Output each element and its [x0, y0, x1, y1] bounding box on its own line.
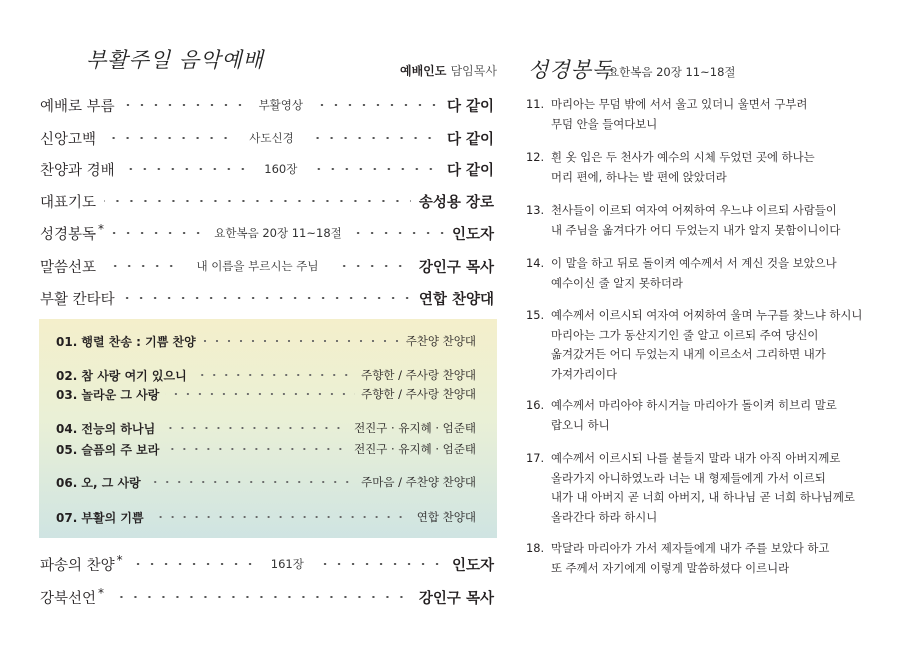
- order-item-sending-hymn: [40, 552, 494, 576]
- cantata-item: [56, 366, 476, 384]
- dot-leader: [202, 340, 400, 342]
- cantata-performer: 주향한 / 주사랑 찬양대: [361, 387, 476, 401]
- verse-number: 11.: [526, 97, 545, 111]
- standing-mark: *: [116, 553, 123, 568]
- verse-text: 흰 옷 입은 두 천사가 예수의 시체 두었던 곳에 하나는 머리 편에, 하나는 발 편에 앉았더라: [551, 150, 815, 184]
- verse-number: 13.: [526, 203, 545, 217]
- order-item-prayer: [40, 189, 494, 213]
- cantata-performer: 전진구 · 유지혜 · 엄준태: [354, 442, 476, 456]
- dot-leader: [308, 137, 439, 139]
- verse-number: 14.: [526, 256, 545, 270]
- cantata-title: 03. 놀라운 그 사랑: [56, 387, 160, 402]
- verse-11: [526, 95, 871, 134]
- verse-13: [526, 201, 871, 240]
- order-item-leader: 강인구 목사: [418, 259, 494, 276]
- order-item-detail: 내 이름을 부르시는 주님: [196, 259, 319, 273]
- leader-name: 담임목사: [450, 64, 497, 78]
- order-item-sermon: [40, 254, 494, 278]
- verse-text: 예수께서 마리아야 하시거늘 마리아가 돌이켜 히브리 말로 랍오니 하니: [551, 398, 837, 432]
- dot-leader: [147, 481, 355, 483]
- standing-mark: *: [98, 586, 105, 601]
- order-item-name: 찬양과 경배: [40, 162, 115, 179]
- verse-text: 막달라 마리아가 가서 제자들에게 내가 주를 보았다 하고 또 주께서 자기에게 이렇게 말씀하셨다 이르니라: [551, 541, 830, 575]
- order-item-detail: 사도신경: [249, 131, 294, 145]
- verse-text: 예수께서 이르시되 나를 붙들지 말라 내가 아직 아버지께로 올라가지 아니하였노라 너는 내 형제들에게 가서 이르되 내가 내 아버지 곧 너희 아버지, 내 하나님 곧 너희 하나님께로 올라간다 하라 하시니: [551, 451, 855, 524]
- dot-leader: [161, 427, 348, 429]
- verse-number: 12.: [526, 150, 545, 164]
- dot-leader: [112, 596, 411, 598]
- cantata-title: 04. 전능의 하나님: [56, 421, 156, 436]
- order-item-name: 파송의 찬양 *: [40, 553, 123, 574]
- order-item-leader: 다 같이: [446, 131, 495, 148]
- order-item-leader: 다 같이: [446, 162, 495, 179]
- order-item-leader: 인도자: [451, 226, 494, 243]
- order-item-leader: 인도자: [451, 557, 494, 574]
- order-item-leader: 연합 찬양대: [418, 291, 494, 308]
- standing-mark: *: [98, 222, 105, 237]
- scripture-title: 성경봉독: [528, 58, 614, 82]
- cantata-title: 01. 행렬 찬송 : 기쁨 찬양: [56, 334, 196, 349]
- verse-text: 마리아는 무덤 밖에 서서 울고 있더니 울면서 구부려 무덤 안을 들여다보니: [551, 97, 808, 131]
- order-item-detail: 요한복음 20장 11~18절: [214, 226, 342, 240]
- dot-leader: [311, 168, 439, 170]
- cantata-performer: 주찬양 찬양대: [405, 334, 476, 348]
- order-item-name: 성경봉독 *: [40, 222, 105, 243]
- dot-leader: [123, 104, 245, 106]
- dot-leader: [104, 265, 182, 267]
- dot-leader: [104, 200, 411, 202]
- cantata-item: [56, 473, 476, 491]
- order-item-cantata: [40, 286, 494, 310]
- order-item-name: 대표기도: [40, 194, 97, 211]
- order-item-name: 신앙고백: [40, 131, 97, 148]
- service-title: 부활주일 음악예배: [86, 48, 264, 72]
- dot-leader: [104, 137, 235, 139]
- verse-12: [526, 148, 871, 187]
- order-item-detail: 161장: [270, 557, 304, 571]
- dot-leader: [131, 563, 257, 565]
- cantata-item: [56, 419, 476, 437]
- dot-leader: [123, 168, 251, 170]
- verse-text: 천사들이 이르되 여자여 어찌하여 우느냐 이르되 사람들이 내 주님을 옮겨다가 어디 두었는지 내가 알지 못함이니이다: [551, 203, 841, 237]
- dot-leader: [333, 265, 411, 267]
- cantata-item: [56, 385, 476, 403]
- order-item-detail: 160장: [264, 162, 298, 176]
- cantata-performer: 주마음 / 주찬양 찬양대: [361, 475, 476, 489]
- verse-16: [526, 396, 871, 435]
- verse-number: 16.: [526, 398, 545, 412]
- verse-number: 18.: [526, 541, 545, 555]
- dot-leader: [318, 563, 444, 565]
- cantata-title: 02. 참 사랑 여기 있으니: [56, 368, 187, 383]
- order-item-call-to-worship: [40, 93, 494, 117]
- order-item-name: 예배로 부름: [40, 98, 115, 115]
- order-item-name: 강북선언 *: [40, 586, 105, 607]
- order-item-praise: [40, 157, 494, 181]
- dot-leader: [112, 232, 200, 234]
- dot-leader: [193, 374, 355, 376]
- cantata-performer: 전진구 · 유지혜 · 엄준태: [354, 421, 476, 435]
- verse-number: 15.: [526, 308, 545, 322]
- order-item-name: 부활 칸타타: [40, 291, 115, 308]
- order-item-leader: 다 같이: [446, 98, 495, 115]
- cantata-item: [56, 332, 476, 350]
- verse-15: [526, 306, 871, 384]
- cantata-item: [56, 508, 476, 526]
- verse-14: [526, 254, 871, 293]
- order-item-leader: 강인구 목사: [418, 590, 494, 607]
- dot-leader: [356, 232, 444, 234]
- cantata-title: 06. 오, 그 사랑: [56, 475, 141, 490]
- leader-label: 예배인도: [400, 64, 447, 78]
- order-item-declaration: [40, 585, 494, 609]
- cantata-performer: 연합 찬양대: [416, 510, 476, 524]
- dot-leader: [123, 297, 411, 299]
- order-item-scripture: [40, 221, 494, 245]
- dot-leader: [165, 448, 348, 450]
- verse-text: 예수께서 이르시되 여자여 어찌하여 울며 누구를 찾느냐 하시니 마리아는 그가 동산지기인 줄 알고 이르되 주여 당신이 옮겨갔거든 어디 두었는지 내게 이르소서 그리하면 내가 가져가리이다: [551, 308, 863, 381]
- cantata-performer: 주향한 / 주사랑 찬양대: [361, 368, 476, 382]
- verse-17: [526, 449, 871, 527]
- verse-text: 이 말을 하고 뒤로 돌이켜 예수께서 서 계신 것을 보았으나 예수이신 줄 알지 못하더라: [551, 256, 837, 290]
- service-leader: [400, 62, 497, 79]
- dot-leader: [165, 393, 355, 395]
- dot-leader: [150, 516, 411, 518]
- order-item-name: 말씀선포: [40, 259, 97, 276]
- cantata-title: 07. 부활의 기쁨: [56, 510, 144, 525]
- scripture-reference: 요한복음 20장 11~18절: [608, 65, 736, 79]
- cantata-title: 05. 슬픔의 주 보라: [56, 442, 160, 457]
- order-item-leader: 송성용 장로: [418, 194, 494, 211]
- verse-18: [526, 539, 871, 578]
- dot-leader: [317, 104, 439, 106]
- order-item-creed: [40, 126, 494, 150]
- verse-number: 17.: [526, 451, 545, 465]
- cantata-item: [56, 440, 476, 458]
- order-item-detail: 부활영상: [258, 98, 304, 112]
